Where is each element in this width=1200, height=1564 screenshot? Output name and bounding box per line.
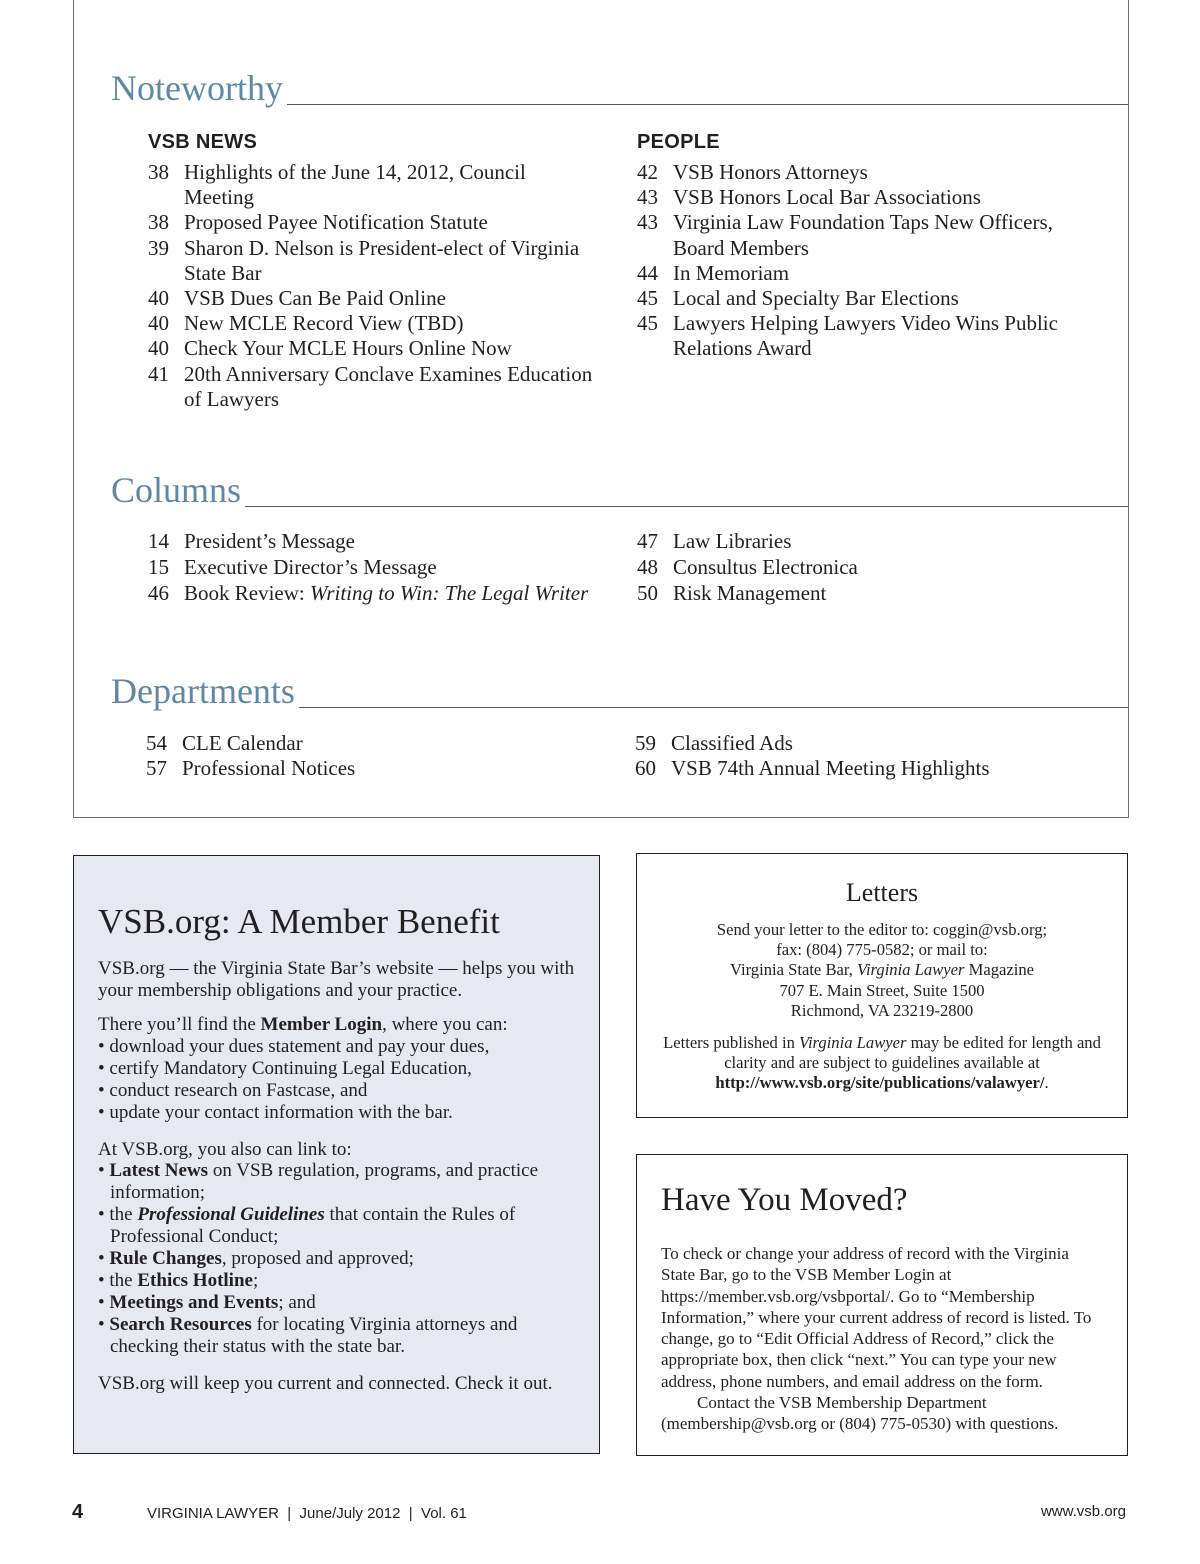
letters-line: fax: (804) 775-0582; or mail to: bbox=[776, 940, 988, 960]
box-title: Letters bbox=[845, 878, 919, 907]
toc-entry[interactable] bbox=[637, 580, 1097, 606]
member-login-list bbox=[98, 1036, 575, 1124]
toc-entry[interactable] bbox=[637, 210, 1097, 260]
page-number: 15 bbox=[148, 555, 169, 580]
toc-entry[interactable] bbox=[148, 286, 598, 311]
page-number: 54 bbox=[146, 731, 167, 755]
entry-title: Executive Director’s Message bbox=[184, 555, 437, 580]
category-heading: VSB NEWS bbox=[148, 131, 258, 153]
page-number: 4 bbox=[72, 1501, 84, 1523]
page-number: 59 bbox=[635, 731, 656, 755]
page-number: 45 bbox=[637, 286, 658, 311]
page-number: 47 bbox=[637, 529, 658, 553]
toc-entry[interactable] bbox=[637, 185, 1097, 210]
find-text: There you’ll find the Member Login, where you can: bbox=[98, 1014, 508, 1035]
toc-entry[interactable] bbox=[148, 311, 598, 336]
list-item: • certify Mandatory Continuing Legal Education, bbox=[98, 1057, 472, 1079]
entry-title: VSB 74th Annual Meeting Highlights bbox=[671, 756, 990, 781]
entry-title: Proposed Payee Notification Statute bbox=[184, 210, 488, 235]
toc-entry[interactable] bbox=[146, 756, 596, 781]
link-label[interactable]: Meetings and Events bbox=[109, 1292, 279, 1313]
toc-entry[interactable] bbox=[148, 580, 618, 606]
vsb-org-benefit-box bbox=[73, 855, 600, 1454]
toc-entry[interactable] bbox=[637, 261, 1097, 286]
noteworthy-header bbox=[111, 70, 1128, 106]
entry-title: Sharon D. Nelson is President-elect of Virginia State Bar bbox=[184, 235, 580, 285]
vsb-news-column bbox=[148, 131, 598, 412]
entry-title: VSB Dues Can Be Paid Online bbox=[184, 286, 446, 311]
toc-entry[interactable] bbox=[635, 756, 1095, 781]
toc-entry[interactable] bbox=[148, 554, 618, 580]
letters-box bbox=[636, 853, 1128, 1118]
page-number: 60 bbox=[635, 756, 656, 781]
magazine-info: VIRGINIA LAWYER | June/July 2012 | Vol. 61 bbox=[147, 1505, 467, 1522]
page-number: 45 bbox=[637, 311, 658, 336]
list-item: • the Professional Guidelines that contain the Rules of Professional Conduct; bbox=[98, 1204, 516, 1247]
list-item: • Search Resources for locating Virginia attorneys and checking their status with the state bar. bbox=[98, 1314, 518, 1357]
departments-header bbox=[111, 673, 1128, 709]
link-label[interactable]: Ethics Hotline bbox=[137, 1270, 253, 1291]
moved-contact: Contact the VSB Membership Department (membership@vsb.org or (804) 775-0530) with questions. bbox=[661, 1393, 1059, 1434]
box-title: VSB.org: A Member Benefit bbox=[98, 902, 500, 941]
page-number: 43 bbox=[637, 185, 658, 210]
page-number: 40 bbox=[148, 311, 169, 336]
entry-title: Book Review: Writing to Win: The Legal Writer bbox=[184, 581, 589, 606]
toc-entry[interactable] bbox=[637, 286, 1097, 311]
entry-title: Consultus Electronica bbox=[673, 555, 858, 580]
letters-line: Send your letter to the editor to: coggin@vsb.org; bbox=[716, 920, 1048, 939]
entry-title: VSB Honors Attorneys bbox=[673, 160, 868, 184]
toc-entry[interactable] bbox=[637, 160, 1097, 185]
entry-title: Risk Management bbox=[673, 581, 827, 606]
link-list bbox=[98, 1160, 575, 1358]
toc-entry[interactable] bbox=[148, 528, 618, 554]
toc-entry[interactable] bbox=[148, 210, 598, 235]
list-item: • conduct research on Fastcase, and bbox=[98, 1079, 368, 1101]
toc-entry[interactable] bbox=[148, 236, 598, 286]
toc-entry[interactable] bbox=[637, 554, 1097, 580]
list-item: • the Ethics Hotline; bbox=[98, 1270, 259, 1291]
letters-line: 707 E. Main Street, Suite 1500 bbox=[779, 980, 985, 1000]
link-label[interactable]: Professional Guidelines bbox=[137, 1204, 325, 1225]
letters-note: Letters published in Virginia Lawyer may be edited for length and clarity and are subject to guidelines available at http://www.vsb.org/site/publications/valawyer/. bbox=[663, 1033, 1101, 1093]
toc-entry[interactable] bbox=[148, 160, 598, 210]
section-title: Noteworthy bbox=[111, 68, 283, 108]
entry-title: Law Libraries bbox=[673, 529, 792, 553]
departments-left bbox=[146, 731, 596, 781]
box-title: Have You Moved? bbox=[661, 1182, 908, 1218]
link-label[interactable]: Rule Changes bbox=[109, 1248, 222, 1269]
columns-header bbox=[111, 472, 1128, 508]
departments-right bbox=[635, 731, 1095, 781]
toc-entry[interactable] bbox=[148, 362, 598, 412]
entry-title: Professional Notices bbox=[182, 756, 356, 781]
entry-title: Local and Specialty Bar Elections bbox=[673, 286, 959, 311]
section-rule bbox=[245, 506, 1128, 507]
valawyer-link[interactable]: http://www.vsb.org/site/publications/valawyer/ bbox=[715, 1073, 1045, 1093]
page-number: 48 bbox=[637, 555, 658, 580]
list-item: • Rule Changes, proposed and approved; bbox=[98, 1248, 414, 1269]
page-number: 41 bbox=[148, 361, 169, 386]
website-link[interactable]: www.vsb.org bbox=[1040, 1503, 1126, 1520]
letters-line: Richmond, VA 23219-2800 bbox=[790, 1000, 974, 1020]
entry-title: Virginia Law Foundation Taps New Officers, Board Members bbox=[673, 210, 1053, 260]
page-number: 38 bbox=[148, 160, 169, 184]
have-you-moved-box bbox=[636, 1154, 1128, 1456]
page-number: 50 bbox=[637, 581, 658, 606]
page-number: 40 bbox=[148, 336, 169, 361]
entry-title: In Memoriam bbox=[673, 260, 790, 285]
list-item: • download your dues statement and pay your dues, bbox=[98, 1035, 490, 1057]
link-label[interactable]: Latest News bbox=[109, 1160, 209, 1181]
page-number: 46 bbox=[148, 581, 169, 606]
toc-entry[interactable] bbox=[637, 311, 1097, 361]
list-item: • update your contact information with the bar. bbox=[98, 1101, 453, 1123]
list-item: • Meetings and Events; and bbox=[98, 1292, 316, 1313]
page-number: 40 bbox=[148, 286, 169, 311]
entry-title: 20th Anniversary Conclave Examines Education of Lawyers bbox=[184, 361, 593, 411]
entry-title: New MCLE Record View (TBD) bbox=[184, 311, 464, 336]
page-number: 14 bbox=[148, 529, 169, 553]
closing-text: VSB.org will keep you current and connected. Check it out. bbox=[98, 1373, 553, 1394]
entry-title: Lawyers Helping Lawyers Video Wins Public Relations Award bbox=[673, 311, 1058, 361]
page-number: 39 bbox=[148, 235, 169, 260]
columns-right bbox=[637, 528, 1097, 607]
page-number: 57 bbox=[146, 756, 167, 781]
intro-text: VSB.org — the Virginia State Bar’s website — helps you with your membership obligations and your practice. bbox=[98, 958, 575, 1001]
columns-left bbox=[148, 528, 618, 607]
category-heading: PEOPLE bbox=[637, 131, 720, 153]
toc-entry[interactable] bbox=[148, 336, 598, 361]
section-title: Columns bbox=[111, 470, 242, 510]
page-number: 42 bbox=[637, 160, 658, 184]
entry-title: VSB Honors Local Bar Associations bbox=[673, 185, 981, 210]
entry-title: Highlights of the June 14, 2012, Council Meeting bbox=[184, 160, 526, 210]
entry-title: President’s Message bbox=[184, 529, 355, 553]
link-intro: At VSB.org, you also can link to: bbox=[98, 1138, 352, 1160]
section-rule bbox=[299, 707, 1128, 708]
toc-entry[interactable] bbox=[635, 731, 1095, 756]
toc-entry[interactable] bbox=[637, 528, 1097, 554]
page-number: 44 bbox=[637, 260, 658, 285]
section-title: Departments bbox=[111, 671, 295, 711]
list-item: • Latest News on VSB regulation, programs, and practice information; bbox=[98, 1160, 539, 1203]
entry-title: CLE Calendar bbox=[182, 731, 303, 755]
page-number: 43 bbox=[637, 210, 658, 235]
toc-entry[interactable] bbox=[146, 731, 596, 756]
moved-body: To check or change your address of record with the Virginia State Bar, go to the VSB Member Login at https://member.vsb.org/vsbportal/. Go to “Membership Information,” where your current address of record is listed. To change, go to “Edit Official Address of Record,” click the appropriate box, then click “next.” You can type your new address, phone numbers, and email address on the form. bbox=[661, 1244, 1092, 1391]
entry-title: Classified Ads bbox=[671, 731, 793, 755]
entry-title: Check Your MCLE Hours Online Now bbox=[184, 336, 512, 361]
letters-line: Virginia State Bar, Virginia Lawyer Magazine bbox=[729, 960, 1035, 980]
people-column bbox=[637, 131, 1097, 362]
page-number: 38 bbox=[148, 210, 169, 235]
link-label[interactable]: Search Resources bbox=[109, 1314, 252, 1335]
section-rule bbox=[287, 104, 1128, 105]
